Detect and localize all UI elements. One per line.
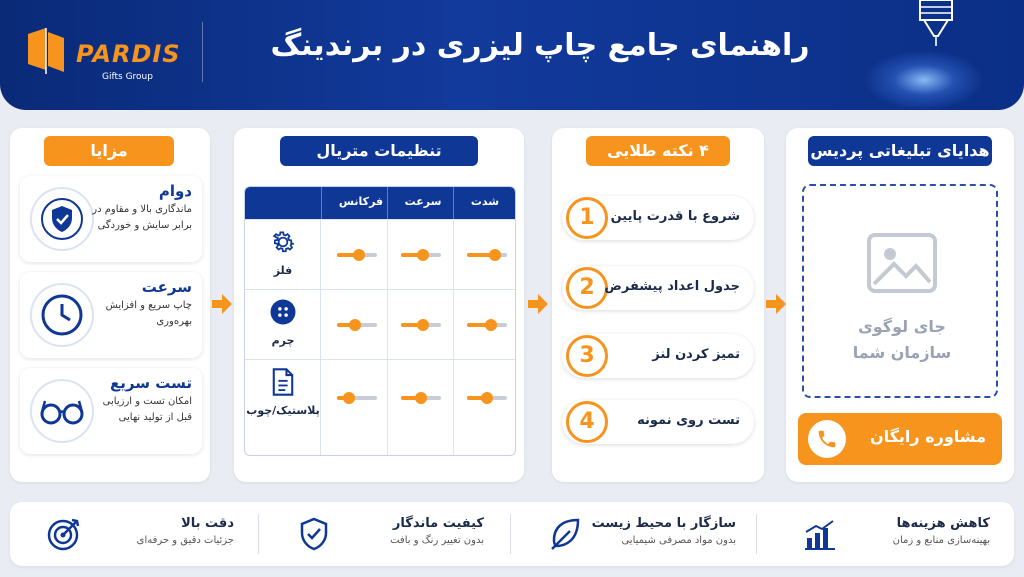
golden-tips-panel	[552, 128, 764, 482]
slider-knob[interactable]	[417, 319, 429, 331]
advantage-text	[92, 374, 192, 426]
header-divider	[453, 187, 454, 219]
advantage-title: سرعت	[141, 278, 192, 296]
settings-heading: تنظیمات متریال	[280, 136, 478, 166]
tip-number: 3	[566, 335, 608, 377]
material-cell	[245, 220, 321, 290]
feature-divider	[510, 514, 511, 554]
feature-text	[84, 516, 234, 546]
tip-item	[562, 266, 754, 310]
column-divider	[453, 360, 454, 456]
slider-knob[interactable]	[349, 319, 361, 331]
features-bar	[10, 502, 1014, 566]
shield-check-icon	[296, 516, 332, 552]
column-header-intensity: شدت	[470, 195, 500, 208]
intensity-slider[interactable]	[467, 396, 507, 400]
button-icon	[267, 296, 299, 328]
material-label: چرم	[271, 334, 295, 347]
feature-desc: بهینه‌سازی منابع و زمان	[892, 535, 990, 546]
advantage-desc: چاپ سریع و افزایش بهره‌وری	[105, 300, 192, 327]
clock-icon	[30, 283, 94, 347]
header-divider	[387, 187, 388, 219]
feature-desc: جزئیات دقیق و حرفه‌ای	[136, 535, 234, 546]
advantage-desc: امکان تست و ارزیابی قبل از تولید نهایی	[102, 396, 192, 423]
brand-subtitle: Gifts Group	[102, 72, 153, 82]
cta-label: مشاوره رایگان	[869, 427, 986, 446]
glasses-icon	[30, 379, 94, 443]
feature-title: کیفیت ماندگار	[392, 516, 484, 531]
material-cell	[245, 290, 321, 360]
tip-item	[562, 334, 754, 378]
tip-item	[562, 400, 754, 444]
advantages-heading: مزایا	[44, 136, 174, 166]
arrow-right-icon	[210, 292, 234, 316]
advantage-title: دوام	[158, 182, 192, 200]
tip-text: جدول اعداد پیشفرض	[604, 279, 740, 294]
material-settings-panel	[234, 128, 524, 482]
placeholder-line-2: سازمان شما	[852, 343, 952, 362]
feature-title: کاهش هزینه‌ها	[896, 516, 990, 531]
slider-knob[interactable]	[353, 249, 365, 261]
slider-knob[interactable]	[415, 392, 427, 404]
header-banner	[0, 0, 1024, 110]
tip-number: 4	[566, 401, 608, 443]
target-icon	[46, 516, 82, 552]
speed-slider[interactable]	[401, 396, 441, 400]
laser-nozzle-icon	[908, 0, 964, 46]
advantage-title: تست سریع	[110, 374, 192, 392]
tip-text: تست روی نمونه	[637, 413, 740, 428]
settings-table	[244, 186, 516, 456]
advantages-panel	[10, 128, 210, 482]
promo-heading: هدایای تبلیغاتی پردیس	[808, 136, 992, 166]
arrow-right-icon	[764, 292, 788, 316]
feature-title: دقت بالا	[181, 516, 234, 531]
slider-knob[interactable]	[485, 319, 497, 331]
phone-icon	[808, 420, 846, 458]
arrow-right-icon	[526, 292, 550, 316]
material-label: پلاستیک/چوب	[246, 404, 320, 417]
laser-glow	[864, 50, 984, 110]
column-divider	[387, 290, 388, 360]
column-divider	[453, 290, 454, 360]
promo-panel	[786, 128, 1014, 482]
placeholder-line-1: جای لوگوی	[858, 317, 946, 336]
intensity-slider[interactable]	[467, 323, 507, 327]
material-label: فلز	[273, 264, 293, 277]
advantage-card	[20, 176, 202, 262]
feature-item	[270, 512, 500, 556]
column-divider	[387, 360, 388, 456]
column-divider	[387, 220, 388, 290]
bar-chart-icon	[802, 516, 838, 552]
free-consultation-button[interactable]	[798, 413, 1002, 465]
feature-item	[20, 512, 250, 556]
brand-logo[interactable]	[24, 22, 194, 88]
speed-slider[interactable]	[401, 253, 441, 257]
column-header-speed: سرعت	[404, 195, 442, 208]
leaf-icon	[548, 516, 584, 552]
speed-slider[interactable]	[401, 323, 441, 327]
feature-desc: بدون تغییر رنگ و بافت	[390, 535, 484, 546]
feature-title: سازگار با محیط زیست	[591, 516, 736, 531]
column-header-frequency: فرکانس	[338, 195, 384, 208]
table-header	[245, 187, 516, 219]
advantage-card	[20, 272, 202, 358]
logo-placeholder[interactable]	[802, 184, 998, 398]
material-cell	[245, 360, 321, 456]
feature-text	[586, 516, 736, 546]
column-divider	[453, 220, 454, 290]
intensity-slider[interactable]	[467, 253, 507, 257]
advantage-desc: ماندگاری بالا و مقاوم در برابر سایش و خوردگی	[92, 204, 192, 231]
header-divider	[321, 187, 322, 219]
placeholder-text	[804, 314, 1000, 366]
table-row	[245, 219, 516, 289]
header-divider	[202, 22, 203, 82]
pardis-logo-icon	[24, 26, 68, 76]
feature-divider	[756, 514, 757, 554]
image-icon	[866, 232, 938, 294]
feature-desc: بدون مواد مصرفی شیمیایی	[621, 535, 736, 546]
feature-item	[776, 512, 1006, 556]
document-icon	[267, 366, 299, 398]
frequency-slider[interactable]	[337, 323, 377, 327]
table-row	[245, 359, 516, 456]
gear-icon	[267, 226, 299, 258]
feature-text	[840, 516, 990, 546]
frequency-slider[interactable]	[337, 396, 377, 400]
slider-knob[interactable]	[489, 249, 501, 261]
tip-text: تمیز کردن لنز	[652, 347, 740, 362]
slider-knob[interactable]	[417, 249, 429, 261]
slider-knob[interactable]	[343, 392, 355, 404]
frequency-slider[interactable]	[337, 253, 377, 257]
advantage-text	[92, 182, 192, 234]
advantage-card	[20, 368, 202, 454]
tip-number: 1	[566, 197, 608, 239]
feature-text	[334, 516, 484, 546]
tip-text: شروع با قدرت پایین	[610, 209, 740, 224]
table-row	[245, 289, 516, 359]
tip-item	[562, 196, 754, 240]
shield-check-icon	[30, 187, 94, 251]
feature-item	[522, 512, 752, 556]
slider-knob[interactable]	[481, 392, 493, 404]
tips-heading: ۴ نکته طلایی	[586, 136, 730, 166]
tip-number: 2	[566, 267, 608, 309]
advantage-text	[92, 278, 192, 330]
feature-divider	[258, 514, 259, 554]
brand-name: PARDIS	[76, 40, 181, 68]
page-title: راهنمای جامع چاپ لیزری در برندینگ	[270, 28, 810, 63]
